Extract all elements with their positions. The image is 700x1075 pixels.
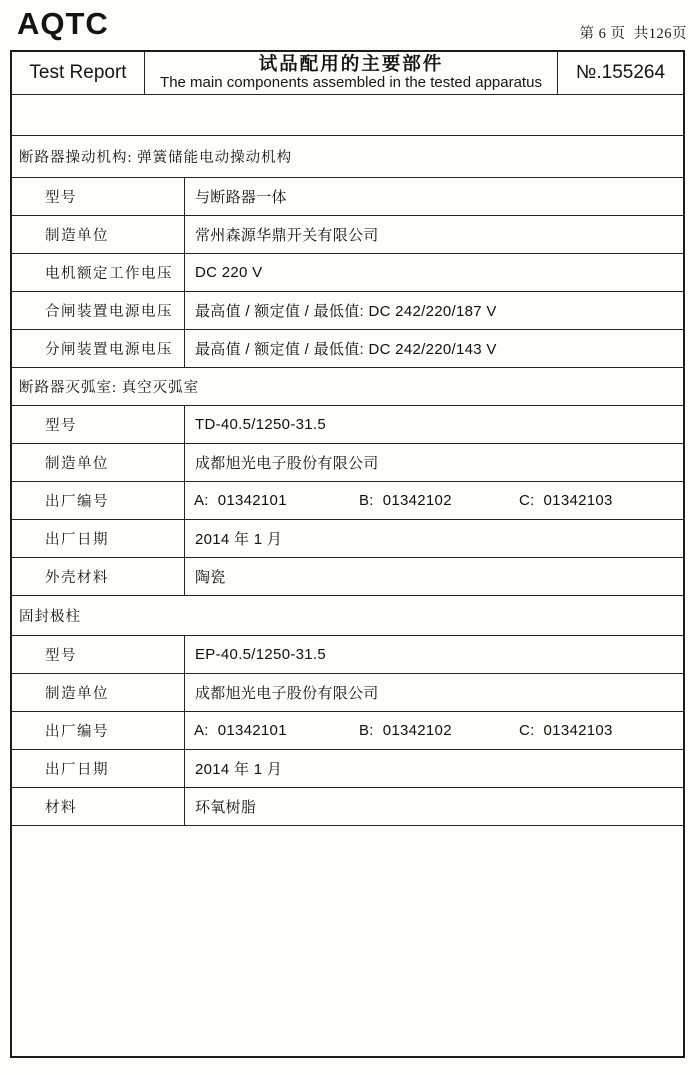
field-label: 制造单位 [12, 216, 185, 253]
field-value: 环氧树脂 [195, 799, 257, 816]
field-label: 外壳材料 [12, 558, 185, 595]
field-value: 2014 年 1 月 [195, 761, 283, 778]
field-value-serial-numbers [185, 482, 683, 519]
field-value: 成都旭光电子股份有限公司 [195, 455, 379, 472]
report-title-cell [145, 52, 558, 94]
serial-a: A: 01342101 [194, 492, 287, 509]
serial-b: B: 01342102 [359, 722, 452, 739]
page-number: 第 6 页 共126页 [579, 26, 687, 42]
section-heading-interrupter: 断路器灭弧室: 真空灭弧室 [12, 368, 683, 406]
serial-b: B: 01342102 [359, 492, 452, 509]
table-row [12, 520, 683, 558]
serial-c: C: 01342103 [519, 492, 613, 509]
report-title-row [12, 52, 683, 95]
page-header [0, 0, 700, 50]
report-title-en: The main components assembled in the tested apparatus [160, 74, 542, 92]
table-row [12, 712, 683, 750]
field-value: DC 220 V [195, 264, 263, 281]
table-row [12, 558, 683, 596]
field-label: 型号 [12, 178, 185, 215]
field-value: 陶瓷 [195, 569, 226, 586]
table-row [12, 788, 683, 826]
report-title-zh: 试品配用的主要部件 [258, 54, 444, 75]
field-label: 合闸装置电源电压 [12, 292, 185, 329]
field-value: 最高值 / 额定值 / 最低值: DC 242/220/143 V [195, 341, 497, 358]
field-value: TD-40.5/1250-31.5 [195, 416, 327, 433]
table-row [12, 178, 683, 216]
field-label: 出厂日期 [12, 750, 185, 787]
field-value: 常州森源华鼎开关有限公司 [195, 227, 379, 244]
serial-a: A: 01342101 [194, 722, 287, 739]
table-row [12, 482, 683, 520]
field-label: 分闸装置电源电压 [12, 330, 185, 367]
empty-filler-area [12, 826, 683, 1056]
table-row [12, 636, 683, 674]
field-label: 电机额定工作电压 [12, 254, 185, 291]
aqtc-logo: AQTC [17, 6, 109, 41]
table-row [12, 330, 683, 368]
serial-c: C: 01342103 [519, 722, 613, 739]
field-label: 出厂日期 [12, 520, 185, 557]
section-heading-pole: 固封极柱 [12, 596, 683, 636]
section-heading-operating-mechanism: 断路器操动机构: 弹簧储能电动操动机构 [12, 136, 683, 178]
field-label: 出厂编号 [12, 482, 185, 519]
report-number: №.155264 [575, 62, 666, 83]
field-value: 与断路器一体 [195, 189, 287, 206]
table-row [12, 750, 683, 788]
field-label: 型号 [12, 406, 185, 443]
field-label: 制造单位 [12, 674, 185, 711]
table-row [12, 292, 683, 330]
table-row [12, 674, 683, 712]
table-row [12, 216, 683, 254]
table-row [12, 254, 683, 292]
field-value: 2014 年 1 月 [195, 531, 283, 548]
field-value: 最高值 / 额定值 / 最低值: DC 242/220/187 V [195, 303, 497, 320]
field-value: 成都旭光电子股份有限公司 [195, 685, 379, 702]
field-value: EP-40.5/1250-31.5 [195, 646, 327, 663]
field-label: 型号 [12, 636, 185, 673]
field-label: 材料 [12, 788, 185, 825]
table-row [12, 406, 683, 444]
report-table [10, 50, 685, 1058]
table-row [12, 444, 683, 482]
spacer-row [12, 95, 683, 136]
field-value-serial-numbers [185, 712, 683, 749]
field-label: 制造单位 [12, 444, 185, 481]
field-label: 出厂编号 [12, 712, 185, 749]
report-type-label: Test Report [12, 52, 145, 94]
